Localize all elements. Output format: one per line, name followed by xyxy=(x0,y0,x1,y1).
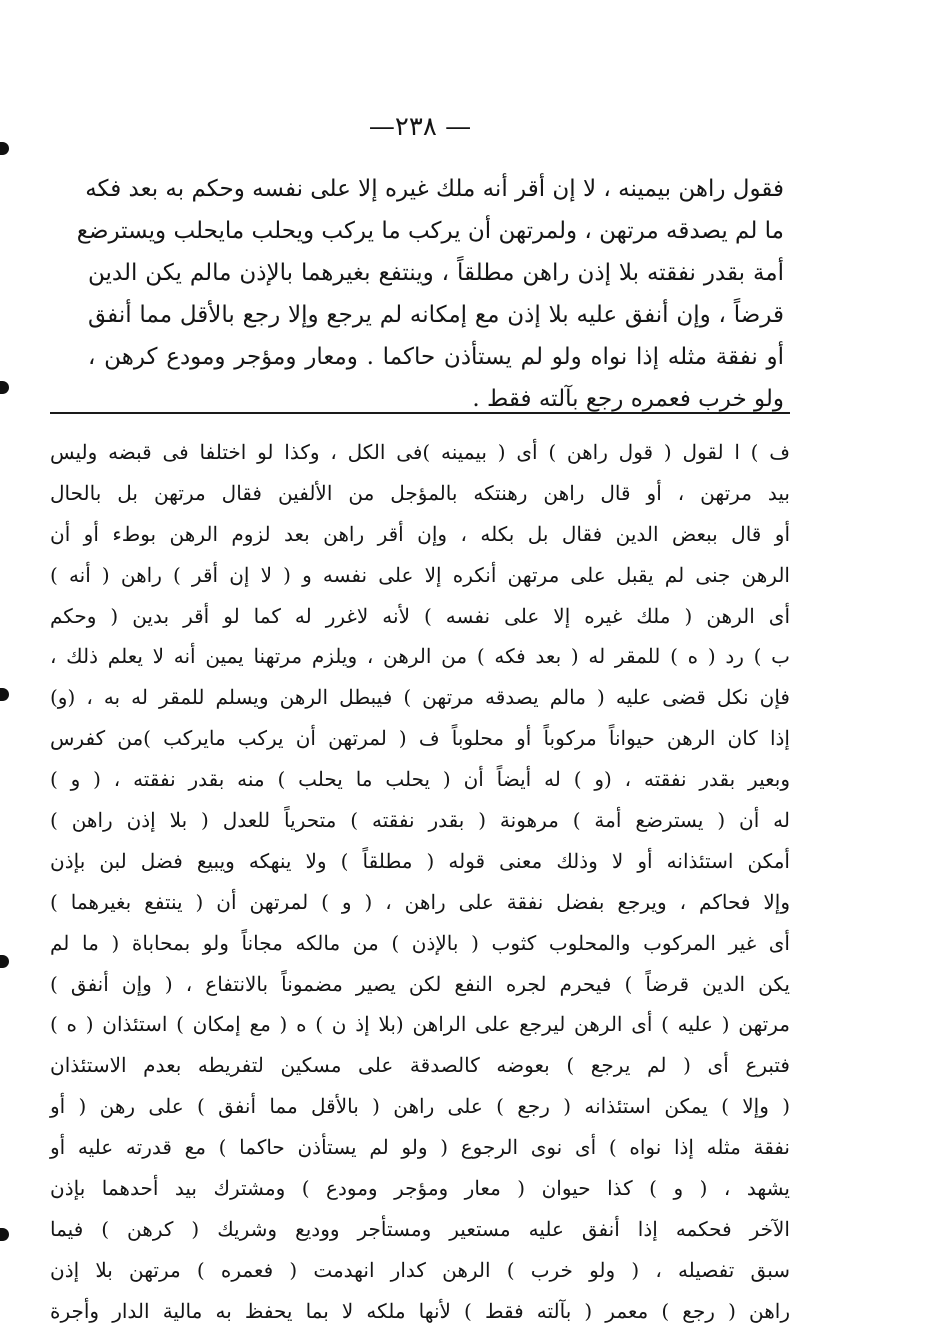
commentary-line: راهن ( رجع ) معمر ( بآلته فقط ) لأنها ملكه لا بما يحفظ به مالية الدار وأجرة xyxy=(50,1298,790,1323)
main-text-line: قرضاً ، وإن أنفق عليه بلا إذن مع إمكانه لم يرجع وإلا رجع بالأقل مما أنفق xyxy=(88,302,784,328)
main-text-line: أو نفقة مثله إذا نواه ولو لم يستأذن حاكما . ومعار ومؤجر ومودع كرهن ، xyxy=(88,344,784,370)
commentary-line: إذا كان الرهن حيواناً مركوباً أو محلوباً ف ( لمرتهن أن يركب مايركب )من كفرس xyxy=(50,726,790,751)
commentary-line: له أن ( يسترضع أمة ) مرهونة ( بقدر نفقته ) متحرياً للعدل ( بلا إذن راهن ) xyxy=(50,808,790,833)
commentary-block xyxy=(50,432,790,1332)
commentary-line: فتبرع أى ( لم يرجع ) بعوضه كالصدقة على مسكين لتفريطه بعدم الاستئذان xyxy=(50,1053,790,1078)
commentary-line: سبق تفصيله ، ( ولو خرب ) الرهن كدار انهدمت ( فعمره ) مرتهن بلا إذن xyxy=(50,1257,790,1282)
commentary-line: ف ) ا لقول ( قول راهن ) أى ( بيمينه )فى الكل ، وكذا لو اختلفا فى قبضه وليس xyxy=(50,440,790,464)
margin-binding-mark xyxy=(0,381,9,394)
commentary-line: وبعير بقدر نفقته ، (و ) له أيضاً أن ( يحلب ما يحلب ) منه بقدر نفقته ، ( و ) xyxy=(50,767,790,792)
commentary-line: نفقة مثله إذا نواه ) أى نوى الرجوع ( ولو لم يستأذن حاكما ) مع قدرته عليه أو xyxy=(50,1135,790,1160)
commentary-line: ب ) رد ( ه ) للمقر له ( بعد فكه ) من الرهن ، ويلزم مرتهنا يمين أنه لا يعلم ذلك ، xyxy=(50,644,790,669)
margin-binding-mark xyxy=(0,142,9,155)
page-number: —٢٣٨ — xyxy=(368,112,472,142)
margin-binding-mark xyxy=(0,1228,9,1241)
commentary-line: مرتهن ( عليه ) أى الرهن ليرجع على الراهن (بلا إذ ن ) ه ( مع إمكان ) استئذان ( ه ) xyxy=(50,1012,790,1037)
commentary-line: أى الرهن ( ملك غيره إلا على نفسه ) لأنه لاغرر له كما لو أقر بدين ( وحكم xyxy=(50,603,790,628)
margin-binding-mark xyxy=(0,955,9,968)
commentary-line: يشهد ، ( و ) كذا حيوان ( معار ومؤجر ومودع ) ومشترك بيد أحدهما بإذن xyxy=(50,1176,790,1201)
main-text-line: فقول راهن بيمينه ، لا إن أقر أنه ملك غيره إلا على نفسه وحكم به بعد فكه xyxy=(85,176,784,202)
main-text-line: ولو خرب فعمره رجع بآلته فقط . xyxy=(472,386,784,412)
commentary-line: أمكن استئذانه أو لا وذلك معنى قوله ( مطلقاً ) ولا ينهكه ويبيع فضل لبن بإذن xyxy=(50,848,790,873)
commentary-line: ( وإلا ) يمكن استئذانه ( رجع ) على راهن ( بالأقل مما أنفق ) على رهن ( أو xyxy=(50,1094,791,1119)
margin-binding-mark xyxy=(0,688,9,701)
commentary-line: بيد مرتهن ، أو قال راهن رهنتكه بالمؤجل من الألفين فقال مرتهن بل بالحال xyxy=(50,480,790,505)
commentary-line: أو قال ببعض الدين فقال بل بكله ، وإن أقر راهن بعد لزوم الرهن بوطء أو أن xyxy=(50,521,790,546)
commentary-line: يكن الدين قرضاً ) فيحرم لجره النفع لكن يصير مضموناً بالانتفاع ، ( وإن أنفق ) xyxy=(50,971,790,996)
main-text-line: أمة بقدر نفقته بلا إذن راهن مطلقاً ، وينتفع بغيرهما بالإذن مالم يكن الدين xyxy=(88,260,784,286)
main-text-block xyxy=(76,168,784,420)
commentary-line: وإلا فحاكم ، ويرجع بفضل نفقة على راهن ، ( و ) لمرتهن أن ( ينتفع بغيرهما ) xyxy=(50,889,790,914)
commentary-line: الرهن جنى لم يقبل على مرتهن أنكره إلا على نفسه و ( لا إن أقر ) راهن ( أنه ) xyxy=(50,562,790,587)
main-text-line: ما لم يصدقه مرتهن ، ولمرتهن أن يركب ما يركب ويحلب مايحلب ويسترضع xyxy=(76,218,784,244)
section-divider xyxy=(50,412,790,414)
commentary-line: الآخر فحكمه إذا أنفق عليه مستعير ومستأجر ووديع وشريك ( كرهن ) فيما xyxy=(50,1216,790,1241)
commentary-line: أى غير المركوب والمحلوب كثوب ( بالإذن ) من مالكه مجاناً ولو بمحاباة ( ما لم xyxy=(50,930,790,955)
commentary-line: فإن نكل قضى عليه ( مالم يصدقه مرتهن ) فيبطل الرهن ويسلم للمقر له به ، (و) xyxy=(50,685,790,710)
